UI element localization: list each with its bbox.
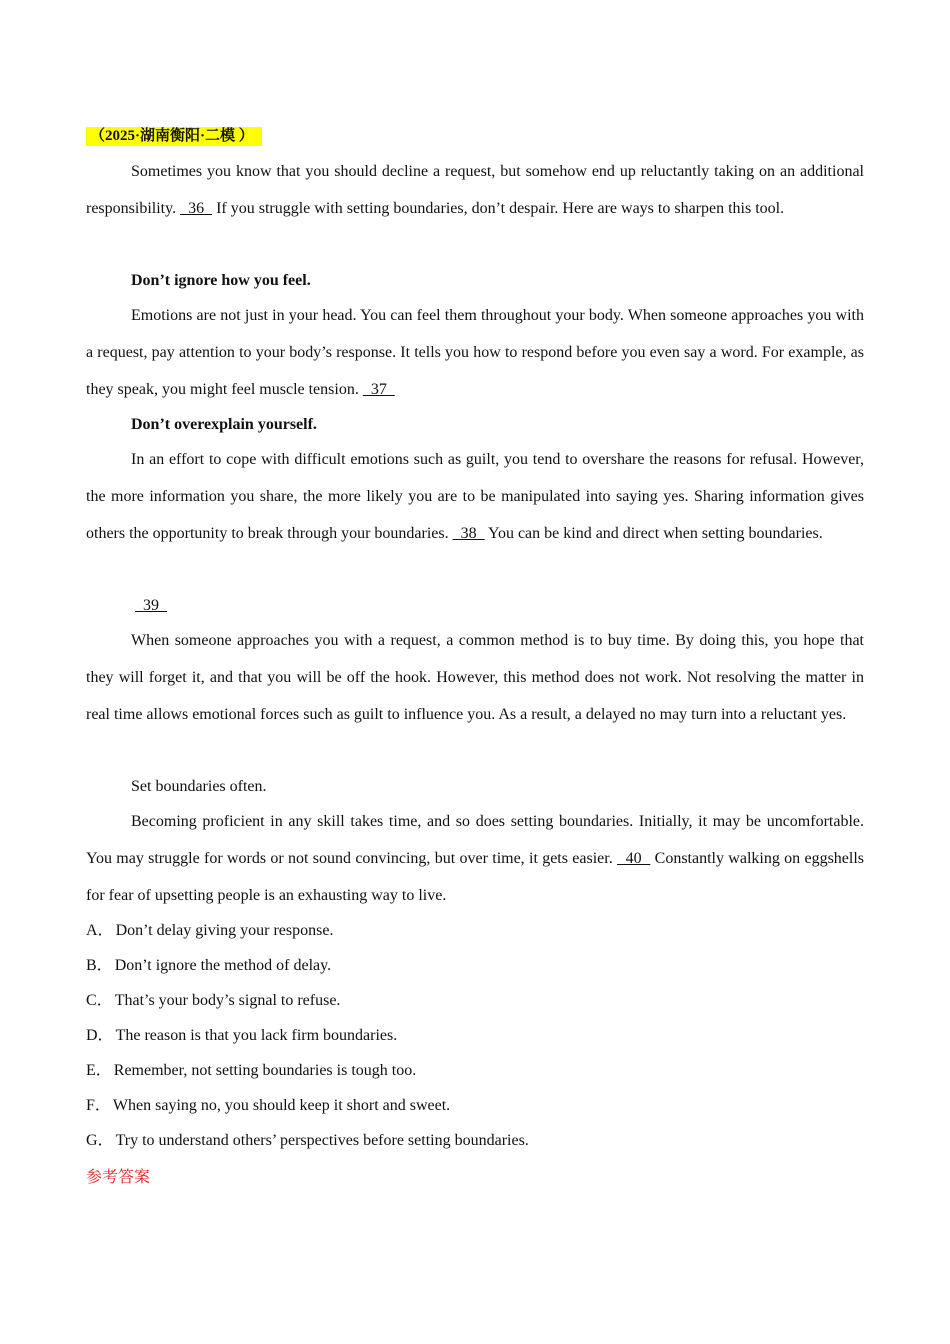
heading-dont-overexplain: Don’t overexplain yourself. xyxy=(131,416,317,433)
paragraph-intro xyxy=(86,153,864,227)
blank-39-heading xyxy=(135,596,167,616)
paragraph-overexplain xyxy=(86,441,864,552)
option-text: Try to understand others’ perspectives before setting boundaries. xyxy=(115,1132,529,1149)
option-letter: B． xyxy=(86,957,113,974)
heading-set-boundaries-often: Set boundaries often. xyxy=(131,778,267,795)
paragraph-proficient xyxy=(86,803,864,914)
paragraph-text: Sometimes you know that you should decline a request, but somehow end up reluctantly taking on an additional responsibility. xyxy=(86,163,864,217)
option-a xyxy=(86,921,333,941)
option-text: That’s your body’s signal to refuse. xyxy=(114,992,341,1009)
paragraph-emotions xyxy=(86,297,864,408)
source-tag: （2025·湖南衡阳·二模 ） xyxy=(86,127,262,146)
blank-39: 39 xyxy=(135,597,167,614)
option-text: The reason is that you lack firm boundaries. xyxy=(115,1027,398,1044)
option-g xyxy=(86,1131,529,1151)
heading-dont-ignore-feelings: Don’t ignore how you feel. xyxy=(131,272,311,289)
blank-37: 37 xyxy=(362,381,395,398)
option-letter: C． xyxy=(86,992,113,1009)
option-b xyxy=(86,956,331,976)
option-letter: F． xyxy=(86,1097,111,1114)
blank-36: 36 xyxy=(180,200,213,217)
paragraph-text: If you struggle with setting boundaries, don’t despair. Here are ways to sharpen this tool. xyxy=(216,200,785,217)
option-f xyxy=(86,1096,450,1116)
option-d xyxy=(86,1026,397,1046)
option-letter: D． xyxy=(86,1027,114,1044)
paragraph-text: Emotions are not just in your head. You can feel them throughout your body. When someone approaches you with a request, pay attention to your body’s response. It tells you how to respond before you even say a word. For example, as they speak, you might feel muscle tension. xyxy=(86,307,864,398)
paragraph-buy-time: When someone approaches you with a request, a common method is to buy time. By doing this, you hope that they will forget it, and that you will be off the hook. However, this method does not work. Not resolving the matter in real time allows emotional forces such as guilt to influence you. As a result, a delayed no may turn into a reluctant yes. xyxy=(86,632,864,723)
paragraph-text: Becoming proficient in any skill takes time, and so does setting boundaries. Initially, it may be uncomfortable. You may struggle for words or not sound convincing, but over time, it gets easier. xyxy=(86,813,864,867)
option-text: When saying no, you should keep it short and sweet. xyxy=(112,1097,451,1114)
paragraph-text: In an effort to cope with difficult emotions such as guilt, you tend to overshare the reasons for refusal. However, the more information you share, the more likely you are to be manipulated into saying yes. Sharing information gives others the opportunity to break through your boundaries. xyxy=(86,451,864,542)
blank-40: 40 xyxy=(617,850,651,867)
option-text: Remember, not setting boundaries is tough too. xyxy=(113,1062,417,1079)
option-letter: A． xyxy=(86,922,114,939)
option-e xyxy=(86,1061,416,1081)
option-letter: E． xyxy=(86,1062,112,1079)
option-text: Don’t ignore the method of delay. xyxy=(114,957,332,974)
blank-38: 38 xyxy=(452,525,485,542)
option-text: Don’t delay giving your response. xyxy=(115,922,334,939)
option-c xyxy=(86,991,340,1011)
option-letter: G． xyxy=(86,1132,114,1149)
paragraph-text: You can be kind and direct when setting boundaries. xyxy=(488,525,823,542)
answer-heading: 参考答案 xyxy=(86,1169,151,1186)
paragraph-text: Constantly walking on eggshells for fear of upsetting people is an exhausting way to live. xyxy=(86,850,865,904)
